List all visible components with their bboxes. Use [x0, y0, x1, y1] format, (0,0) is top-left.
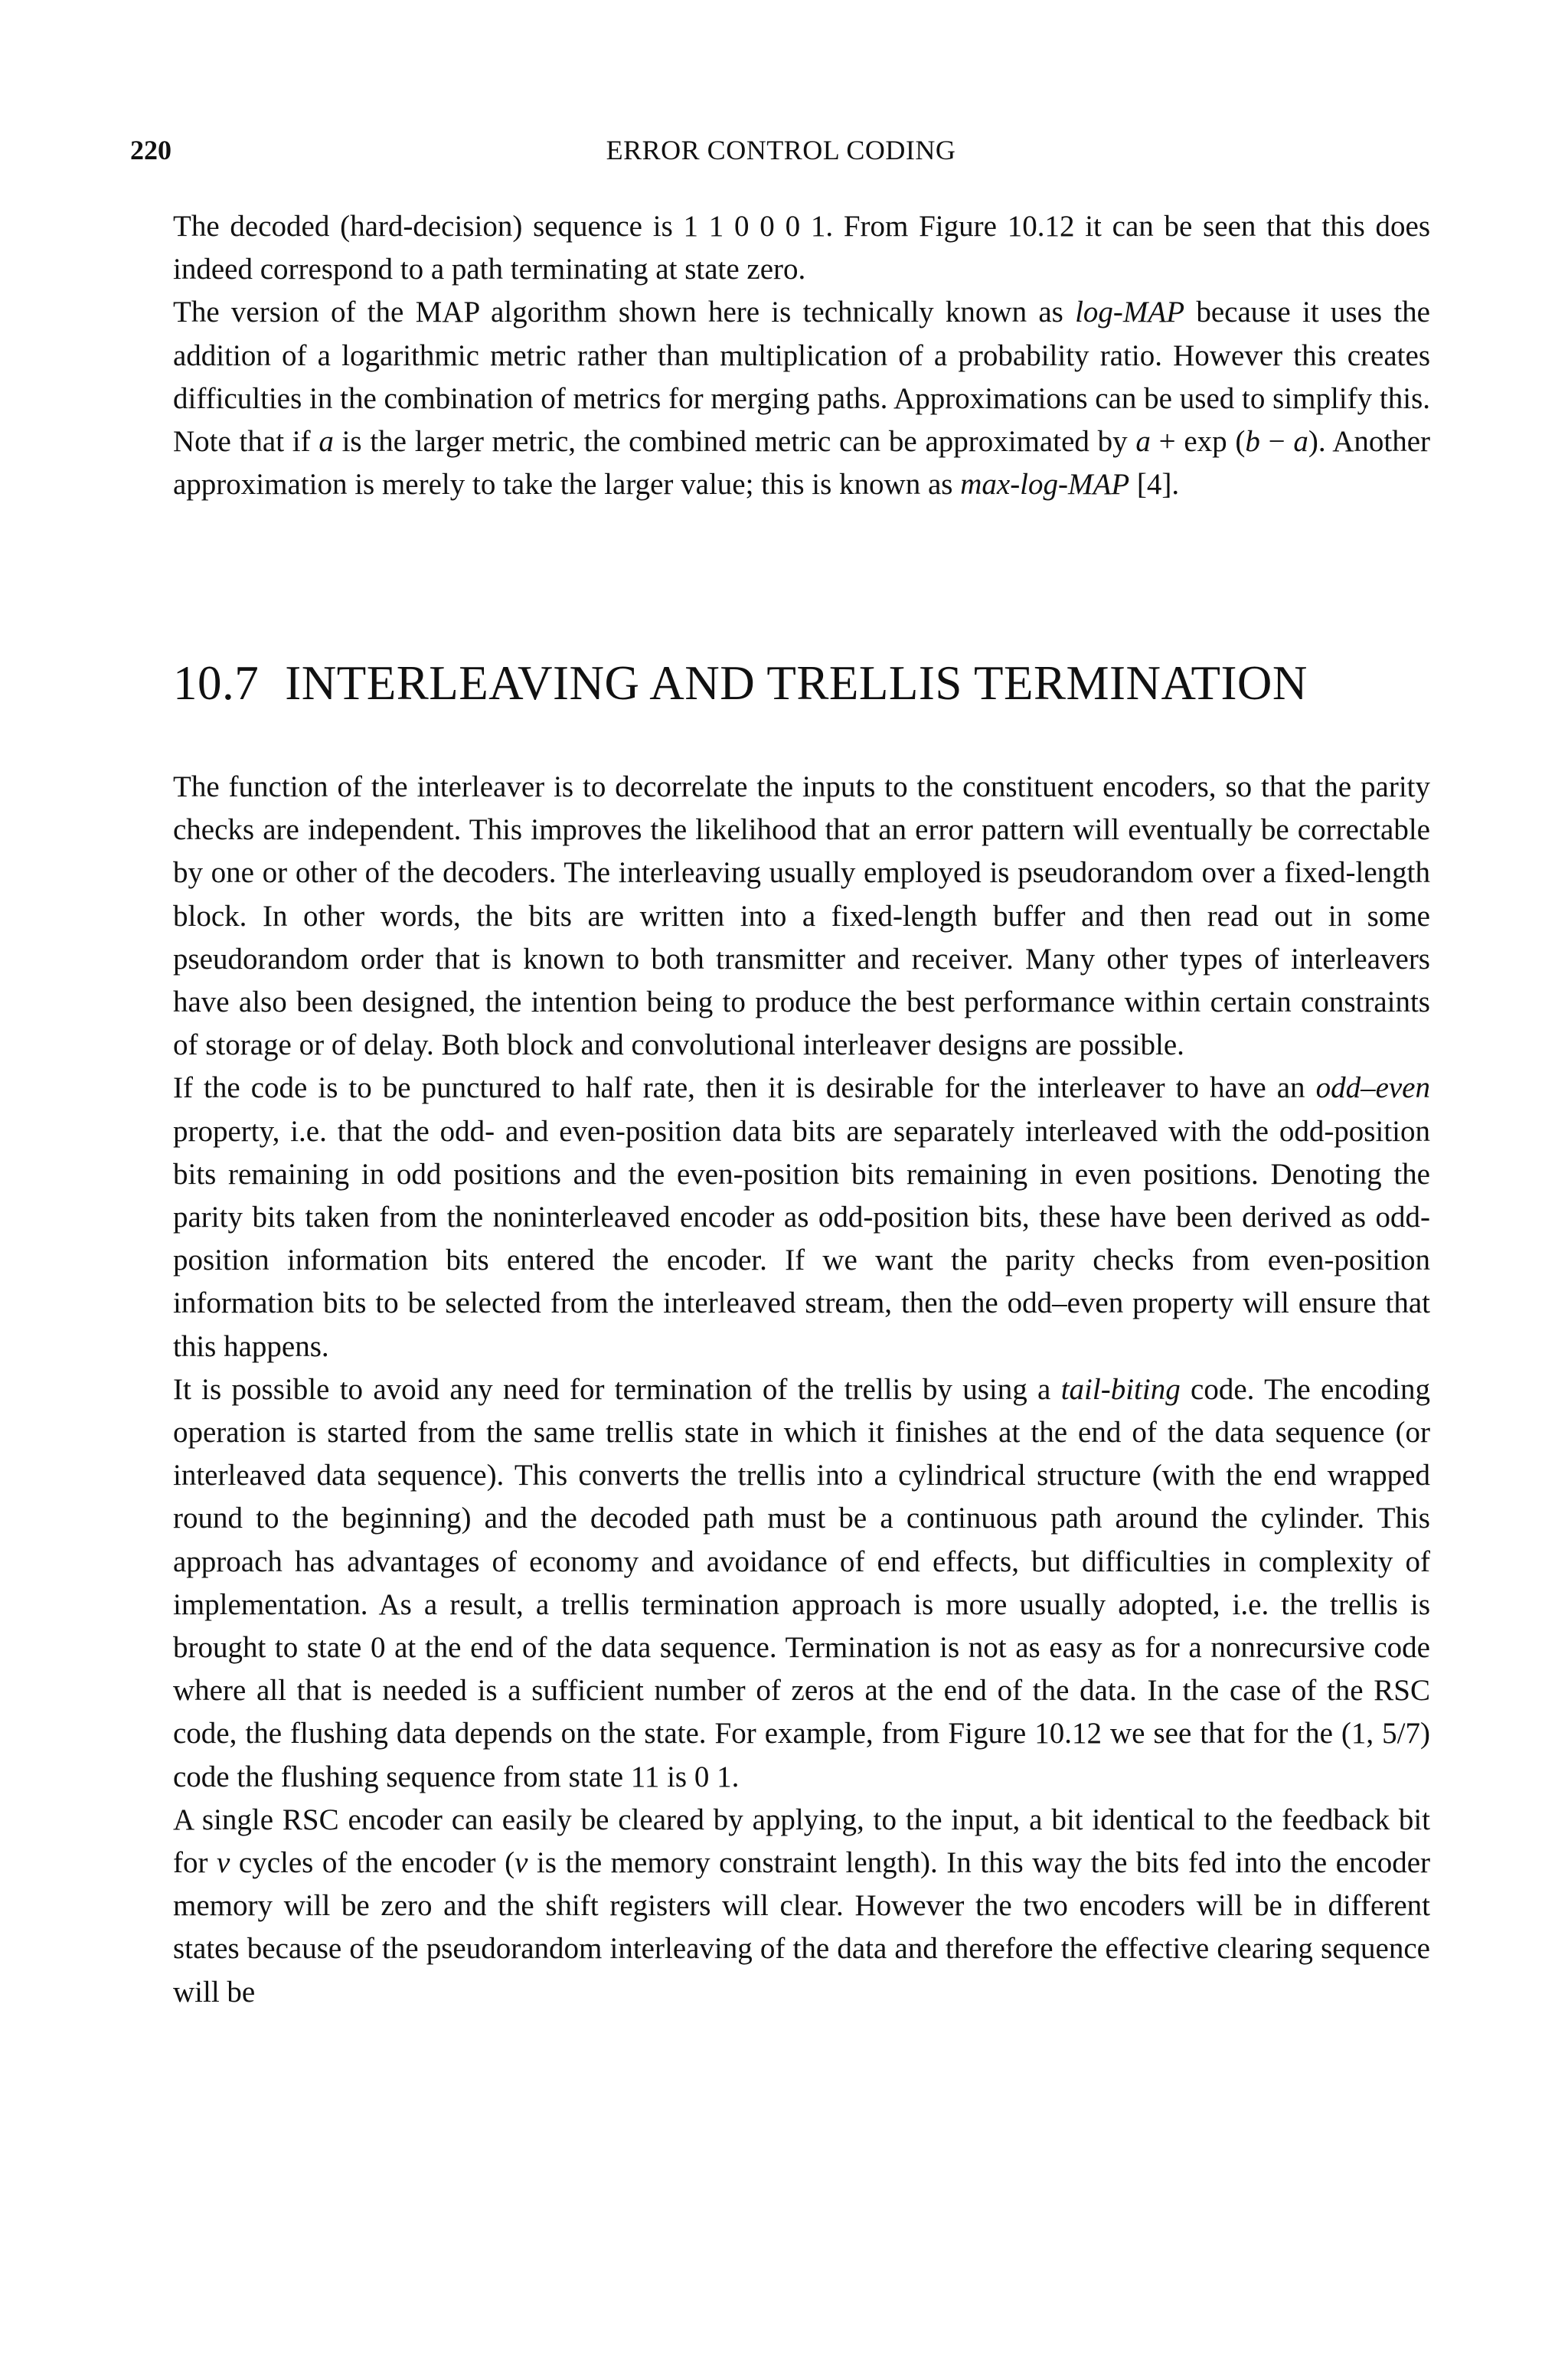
paragraph: The function of the interleaver is to decorrelate the inputs to the constituent encoders, so that the parity checks are independent. This improves the likelihood that an error pattern will eventually be correctable by one or other of the decoders. The interleaving usually employed is pseudorandom over a fixed-length block. In other words, the bits are written into a fixed-length buffer and then read out in some pseudorandom order that is known to both transmitter and receiver. Many other types of interleavers have also been designed, the intention being to produce the best performance within certain constraints of storage or of delay. Both block and convolutional interleaver designs are possible.	[173, 770, 1430, 1062]
term-log-map: log-MAP	[1075, 296, 1185, 329]
term-odd-even: odd–even	[1315, 1071, 1430, 1105]
paragraph: The version of the MAP algorithm shown here is technically known as log-MAP because it uses the addition of a logarithmic metric rather than multiplication of a probability ratio. However this creates difficulties in the combination of metrics for merging paths. Approximations can be used to simplify this. Note that if a is the larger metric, the combined metric can be approximated by a + exp (b − a). Another approximation is merely to take the larger value; this is known as max-log-MAP [4].	[173, 296, 1430, 502]
term-tail-biting: tail-biting	[1060, 1372, 1181, 1406]
term-max-log-map: max-log-MAP	[960, 468, 1130, 502]
paragraph: The decoded (hard-decision) sequence is 1 1 0 0 0 1. From Figure 10.12 it can be seen that this does indeed correspond to a path terminating at state zero.	[173, 210, 1430, 286]
paragraph: If the code is to be punctured to half rate, then it is desirable for the interleaver to have an odd–even property, i.e. that the odd- and even-position data bits are separately interleaved with the odd-position bits remaining in odd positions and the even-position bits remaining in even positions. Denoting the parity bits taken from the noninterleaved encoder as odd-position bits, these have been derived as odd-position information bits entered the encoder. If we want the parity checks from even-position information bits to be selected from the interleaved stream, then the odd–even property will ensure that this happens.	[173, 1071, 1430, 1363]
section-body	[173, 766, 1430, 2014]
running-head: ERROR CONTROL CODING	[606, 135, 956, 165]
section-heading	[173, 652, 1475, 714]
page-number: 220	[130, 135, 172, 165]
section-number: 10.7	[173, 656, 260, 710]
top-text-block	[173, 205, 1430, 506]
page-header	[130, 132, 1432, 168]
section-title: INTERLEAVING AND TRELLIS TERMINATION	[285, 656, 1308, 710]
paragraph: It is possible to avoid any need for termination of the trellis by using a tail-biting code. The encoding operation is started from the same trellis state in which it finishes at the end of the data sequence (or interleaved data sequence). This converts the trellis into a cylindrical structure (with the end wrapped round to the beginning) and the decoded path must be a continuous path around the cylinder. This approach has advantages of economy and avoidance of end effects, but difficulties in complexity of implementation. As a result, a trellis termination approach is more usually adopted, i.e. the trellis is brought to state 0 at the end of the data sequence. Termination is not as easy as for a nonrecursive code where all that is needed is a sufficient number of zeros at the end of the data. In the case of the RSC code, the flushing data depends on the state. For example, from Figure 10.12 we see that for the (1, 5/7) code the flushing sequence from state 11 is 0 1.	[173, 1372, 1430, 1793]
paragraph: A single RSC encoder can easily be cleared by applying, to the input, a bit identical to the feedback bit for v cycles of the encoder (v is the memory constraint length). In this way the bits fed into the encoder memory will be zero and the shift registers will clear. However the two encoders will be in different states because of the pseudorandom interleaving of the data and therefore the effective clearing sequence will be	[173, 1803, 1430, 2009]
